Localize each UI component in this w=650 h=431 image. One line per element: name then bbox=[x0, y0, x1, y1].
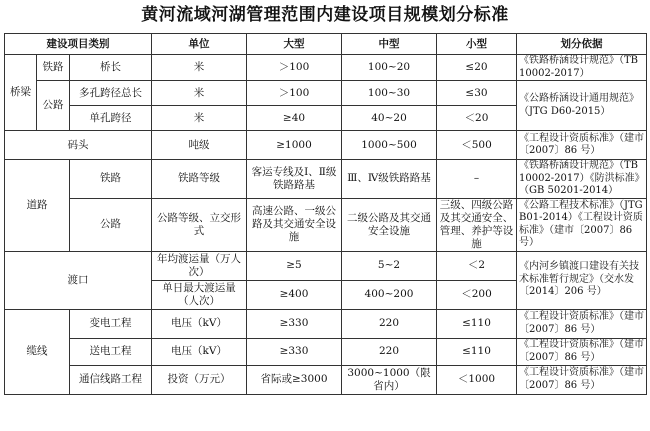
item-cell: 送电工程 bbox=[70, 338, 152, 365]
small-cell: 三级、四级公路及其交通安全、管理、养护等设施 bbox=[437, 198, 517, 251]
group-road: 道路 bbox=[5, 160, 70, 252]
group-cable: 缆线 bbox=[5, 309, 70, 394]
unit-cell: 电压（kV） bbox=[152, 309, 247, 338]
unit-cell: 米 bbox=[152, 55, 247, 81]
large-cell: 高速公路、一级公路及其交通安全设施 bbox=[247, 198, 342, 251]
large-cell: ≥330 bbox=[247, 338, 342, 365]
medium-cell: 220 bbox=[342, 338, 437, 365]
unit-cell: 投资（万元） bbox=[152, 365, 247, 394]
header-category: 建设项目类别 bbox=[5, 34, 152, 55]
unit-cell: 公路等级、立交形式 bbox=[152, 198, 247, 251]
basis-cell: 《工程设计资质标准》（建市〔2007〕86 号） bbox=[517, 309, 647, 338]
item-cell: 多孔跨径总长 bbox=[70, 81, 152, 106]
basis-cell: 《内河乡镇渡口建设有关技术标准暂行规定》（交水发〔2014〕206 号） bbox=[517, 251, 647, 309]
large-cell: ≥40 bbox=[247, 106, 342, 131]
large-cell: ≥1000 bbox=[247, 131, 342, 160]
unit-cell: 米 bbox=[152, 106, 247, 131]
large-cell: ＞100 bbox=[247, 81, 342, 106]
table-row bbox=[5, 81, 647, 106]
header-large: 大型 bbox=[247, 34, 342, 55]
header-medium: 中型 bbox=[342, 34, 437, 55]
medium-cell: 100~30 bbox=[342, 81, 437, 106]
table-row bbox=[5, 160, 647, 199]
large-cell: 省际或≥3000 bbox=[247, 365, 342, 394]
medium-cell: 100~20 bbox=[342, 55, 437, 81]
medium-cell: 二级公路及其交通安全设施 bbox=[342, 198, 437, 251]
basis-cell: 《工程设计资质标准》（建市〔2007〕86 号） bbox=[517, 338, 647, 365]
small-cell: ≤110 bbox=[437, 309, 517, 338]
item-wharf: 码头 bbox=[5, 131, 152, 160]
table-row bbox=[5, 55, 647, 81]
large-cell: ＞100 bbox=[247, 55, 342, 81]
item-cell: 铁路 bbox=[70, 160, 152, 199]
table-row bbox=[5, 309, 647, 338]
basis-cell: 《工程设计资质标准》（建市〔2007〕86 号） bbox=[517, 365, 647, 394]
unit-cell: 单日最大渡运量（人次） bbox=[152, 280, 247, 309]
sub-road: 公路 bbox=[37, 81, 70, 131]
large-cell: ≥330 bbox=[247, 309, 342, 338]
table-row bbox=[5, 365, 647, 394]
group-bridge: 桥梁 bbox=[5, 55, 37, 131]
small-cell: – bbox=[437, 160, 517, 199]
medium-cell: 40~20 bbox=[342, 106, 437, 131]
unit-cell: 年均渡运量（万人次） bbox=[152, 251, 247, 280]
large-cell: ≥5 bbox=[247, 251, 342, 280]
large-cell: 客运专线及Ⅰ、Ⅱ级铁路路基 bbox=[247, 160, 342, 199]
medium-cell: 3000~1000（限省内） bbox=[342, 365, 437, 394]
item-cell: 通信线路工程 bbox=[70, 365, 152, 394]
unit-cell: 吨级 bbox=[152, 131, 247, 160]
header-basis: 划分依据 bbox=[517, 34, 647, 55]
unit-cell: 米 bbox=[152, 81, 247, 106]
header-row bbox=[5, 34, 647, 55]
table-row bbox=[5, 131, 647, 160]
medium-cell: Ⅲ、Ⅳ级铁路路基 bbox=[342, 160, 437, 199]
item-cell: 公路 bbox=[70, 198, 152, 251]
small-cell: ＜200 bbox=[437, 280, 517, 309]
table-row bbox=[5, 338, 647, 365]
header-small: 小型 bbox=[437, 34, 517, 55]
medium-cell: 400~200 bbox=[342, 280, 437, 309]
small-cell: ≤30 bbox=[437, 81, 517, 106]
item-cell: 单孔跨径 bbox=[70, 106, 152, 131]
basis-cell: 《公路桥涵设计通用规范》（JTG D60-2015） bbox=[517, 81, 647, 131]
header-unit: 单位 bbox=[152, 34, 247, 55]
scale-standard-table bbox=[4, 33, 647, 395]
large-cell: ≥400 bbox=[247, 280, 342, 309]
small-cell: ＜20 bbox=[437, 106, 517, 131]
medium-cell: 220 bbox=[342, 309, 437, 338]
item-cell: 变电工程 bbox=[70, 309, 152, 338]
item-ferry: 渡口 bbox=[5, 251, 152, 309]
item-cell: 桥长 bbox=[70, 55, 152, 81]
small-cell: ＜500 bbox=[437, 131, 517, 160]
medium-cell: 1000~500 bbox=[342, 131, 437, 160]
page-title: 黄河流域河湖管理范围内建设项目规模划分标准 bbox=[141, 5, 509, 25]
basis-cell: 《公路工程技术标准》（JTG B01-2014）《工程设计资质标准》（建市〔2007〕86 号） bbox=[517, 198, 647, 251]
small-cell: ＜2 bbox=[437, 251, 517, 280]
unit-cell: 电压（kV） bbox=[152, 338, 247, 365]
table-row bbox=[5, 198, 647, 251]
basis-cell: 《铁路桥涵设计规范》（TB 10002-2017）《防洪标准》（GB 50201-2014） bbox=[517, 160, 647, 199]
unit-cell: 铁路等级 bbox=[152, 160, 247, 199]
basis-cell: 《工程设计资质标准》（建市〔2007〕86 号） bbox=[517, 131, 647, 160]
medium-cell: 5~2 bbox=[342, 251, 437, 280]
small-cell: ≤20 bbox=[437, 55, 517, 81]
sub-railway: 铁路 bbox=[37, 55, 70, 81]
small-cell: ≤110 bbox=[437, 338, 517, 365]
basis-cell: 《铁路桥涵设计规范》（TB 10002-2017） bbox=[517, 55, 647, 81]
small-cell: ＜1000 bbox=[437, 365, 517, 394]
table-row bbox=[5, 251, 647, 280]
